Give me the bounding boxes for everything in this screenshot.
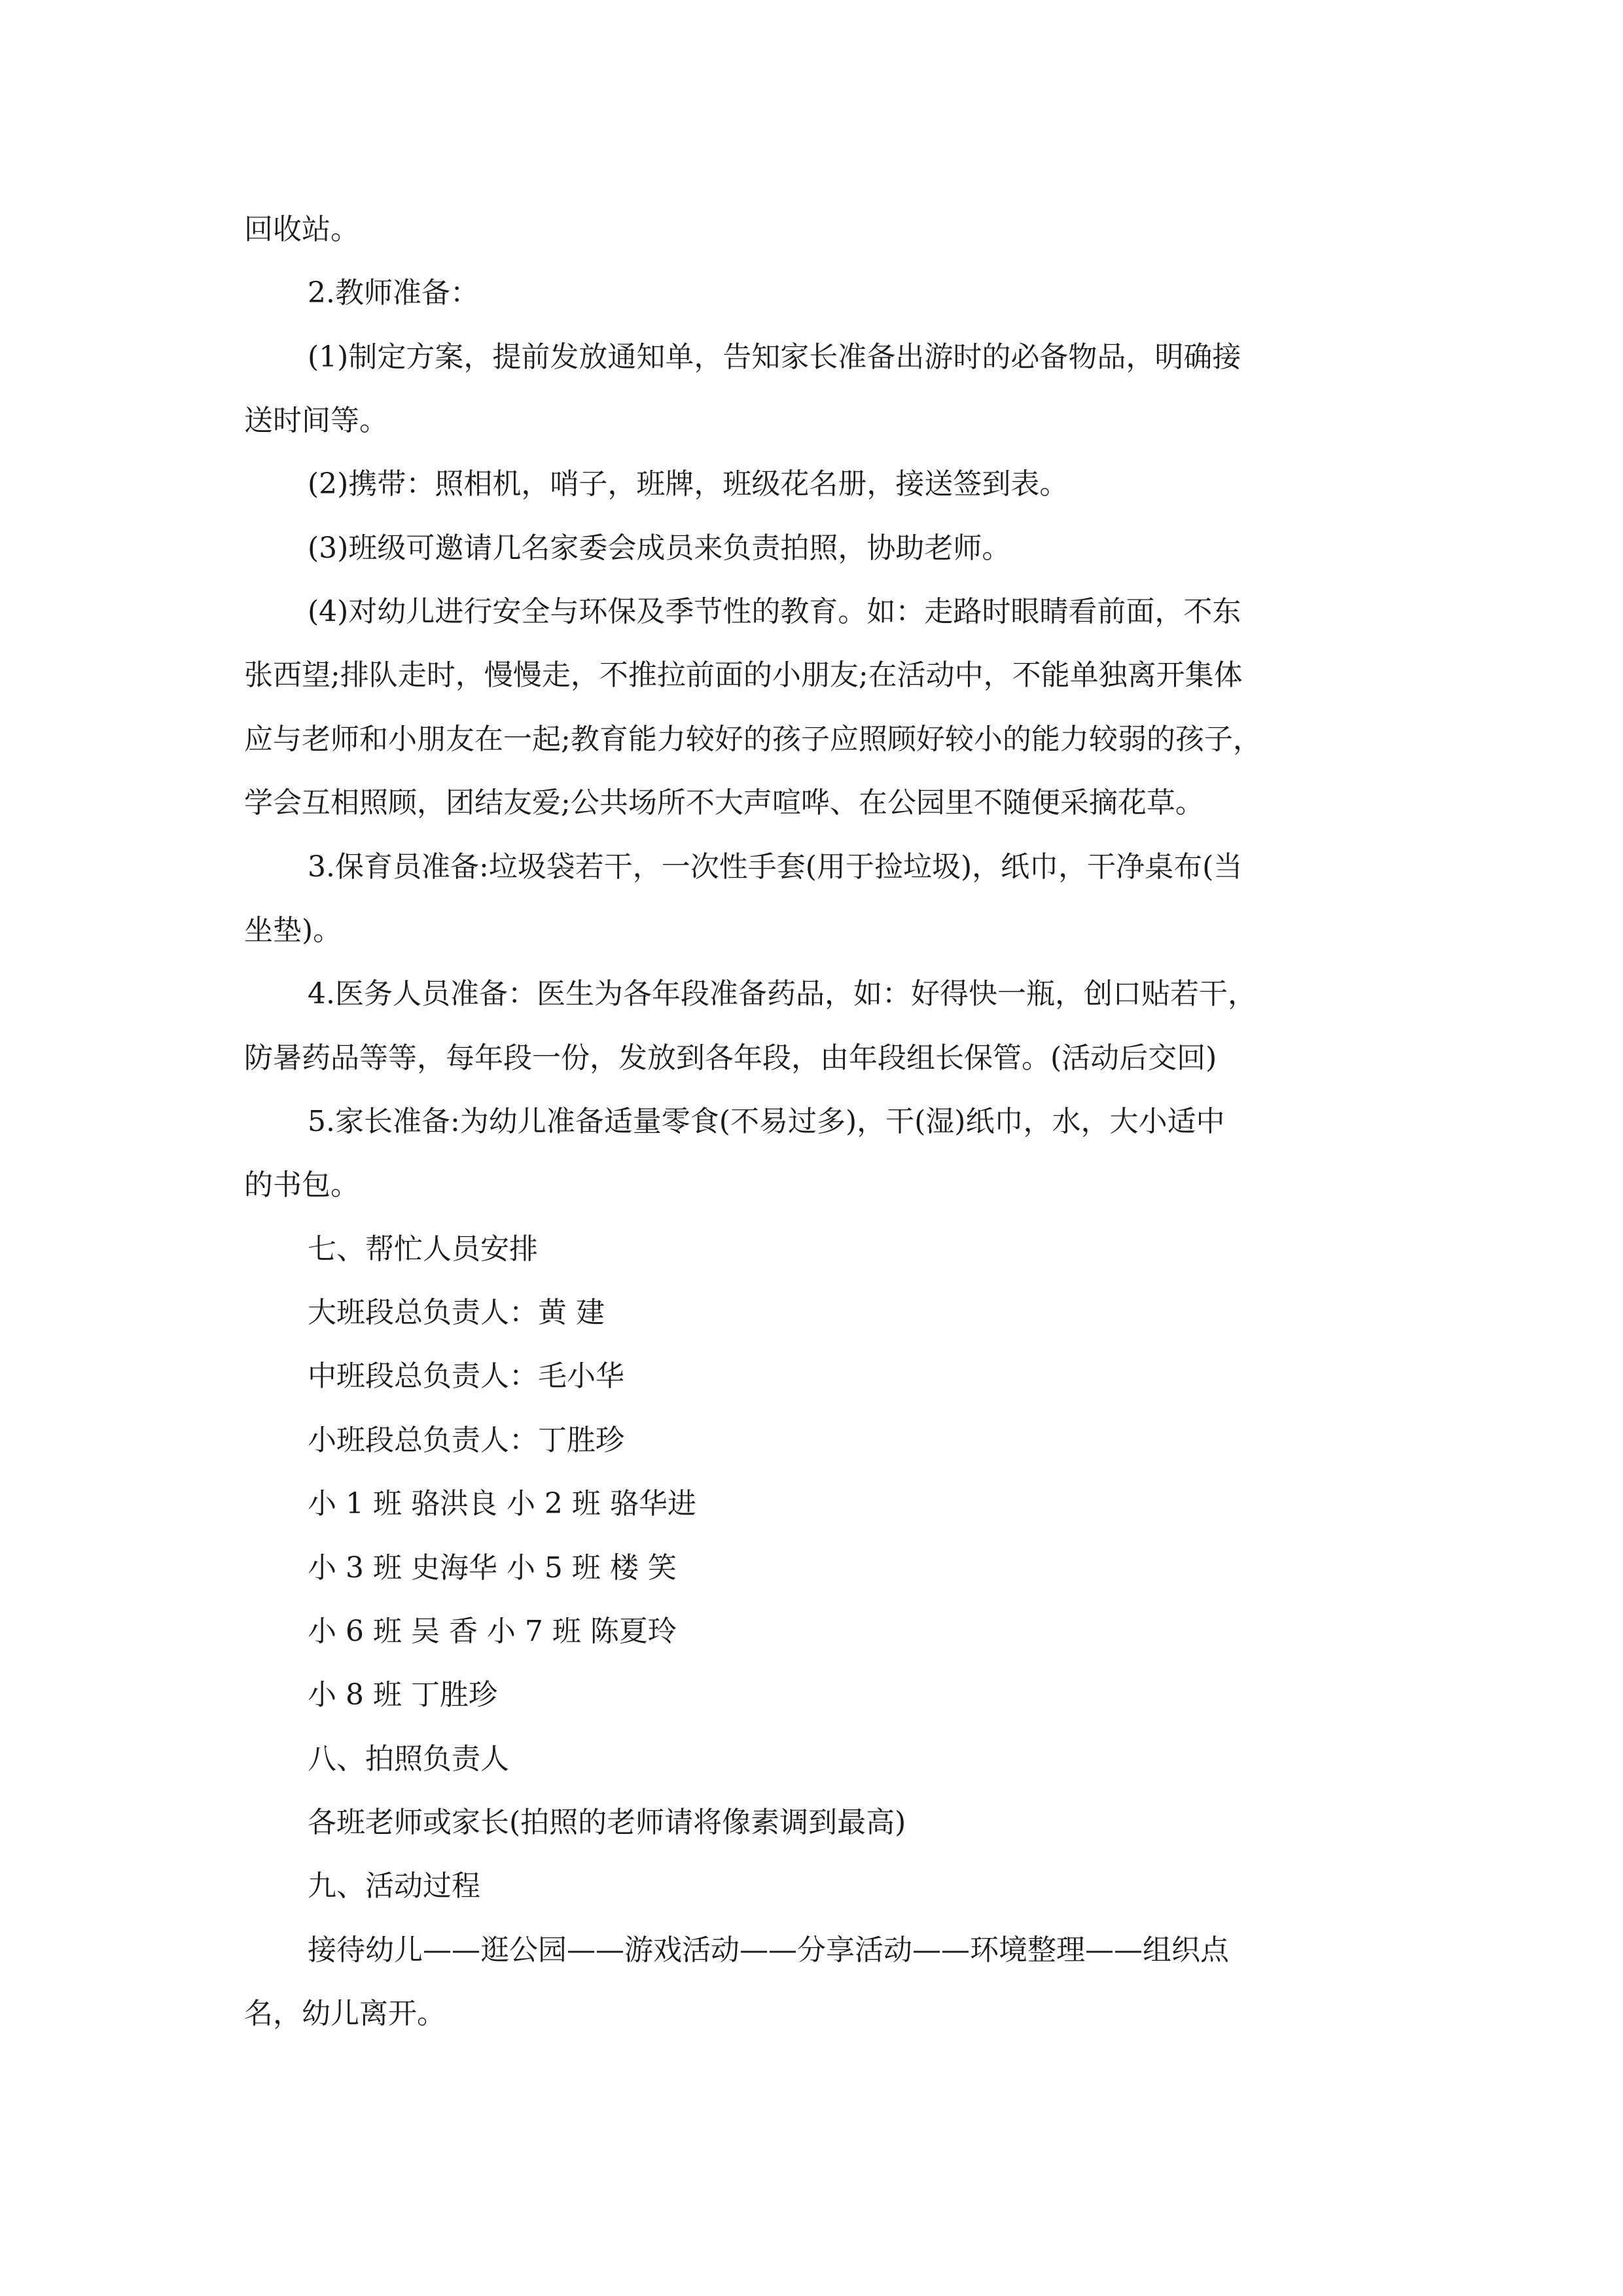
section-heading: 八、拍照负责人 [308, 1742, 509, 1776]
text-line: (4)对幼儿进行安全与环保及季节性的教育。如：走路时眼睛看前面，不东 [308, 595, 1241, 628]
text-line: (2)携带：照相机，哨子，班牌，班级花名册，接送签到表。 [308, 467, 1069, 501]
text-line: 3.保育员准备:垃圾袋若干，一次性手套(用于捡垃圾)，纸巾，干净桌布(当 [308, 850, 1243, 884]
text-line: 大班段总负责人：黄 建 [308, 1296, 605, 1329]
text-line: 小 1 班 骆洪良 小 2 班 骆华进 [308, 1487, 696, 1520]
text-line: 坐垫)。 [244, 914, 342, 947]
text-line: 各班老师或家长(拍照的老师请将像素调到最高) [308, 1806, 906, 1839]
text-line: 小 6 班 吴 香 小 7 班 陈夏玲 [308, 1615, 677, 1648]
section-heading: 九、活动过程 [308, 1869, 480, 1903]
section-heading: 七、帮忙人员安排 [308, 1232, 538, 1266]
text-line: 的书包。 [244, 1168, 359, 1202]
text-line: 中班段总负责人：毛小华 [308, 1359, 624, 1393]
text-line: 接待幼儿——逛公园——游戏活动——分享活动——环境整理——组织点 [308, 1933, 1229, 1967]
text-line: 送时间等。 [244, 404, 388, 437]
text-line: 小 8 班 丁胜珍 [308, 1678, 497, 1712]
text-line: 回收站。 [244, 213, 359, 246]
text-line: 学会互相照顾，团结友爱;公共场所不大声喧哗、在公园里不随便采摘花草。 [244, 786, 1204, 819]
text-line: 应与老师和小朋友在一起;教育能力较好的孩子应照顾好较小的能力较弱的孩子， [244, 723, 1262, 756]
text-line: 名，幼儿离开。 [244, 1997, 446, 2030]
text-line: 4.医务人员准备：医生为各年段准备药品，如：好得快一瓶，创口贴若干， [308, 977, 1257, 1011]
text-line: 小 3 班 史海华 小 5 班 楼 笑 [308, 1551, 677, 1585]
text-line: 张西望;排队走时，慢慢走，不推拉前面的小朋友;在活动中，不能单独离开集体 [244, 658, 1243, 692]
text-line: 防暑药品等等，每年段一份，发放到各年段，由年段组长保管。(活动后交回) [244, 1041, 1217, 1075]
text-line: 2.教师准备： [308, 276, 479, 310]
text-line: 小班段总负责人：丁胜珍 [308, 1424, 624, 1457]
text-line: 5.家长准备:为幼儿准备适量零食(不易过多)，干(湿)纸巾，水，大小适中 [308, 1105, 1225, 1138]
text-line: (3)班级可邀请几名家委会成员来负责拍照，协助老师。 [308, 531, 1011, 565]
text-line: (1)制定方案，提前发放通知单，告知家长准备出游时的必备物品，明确接 [308, 340, 1241, 374]
